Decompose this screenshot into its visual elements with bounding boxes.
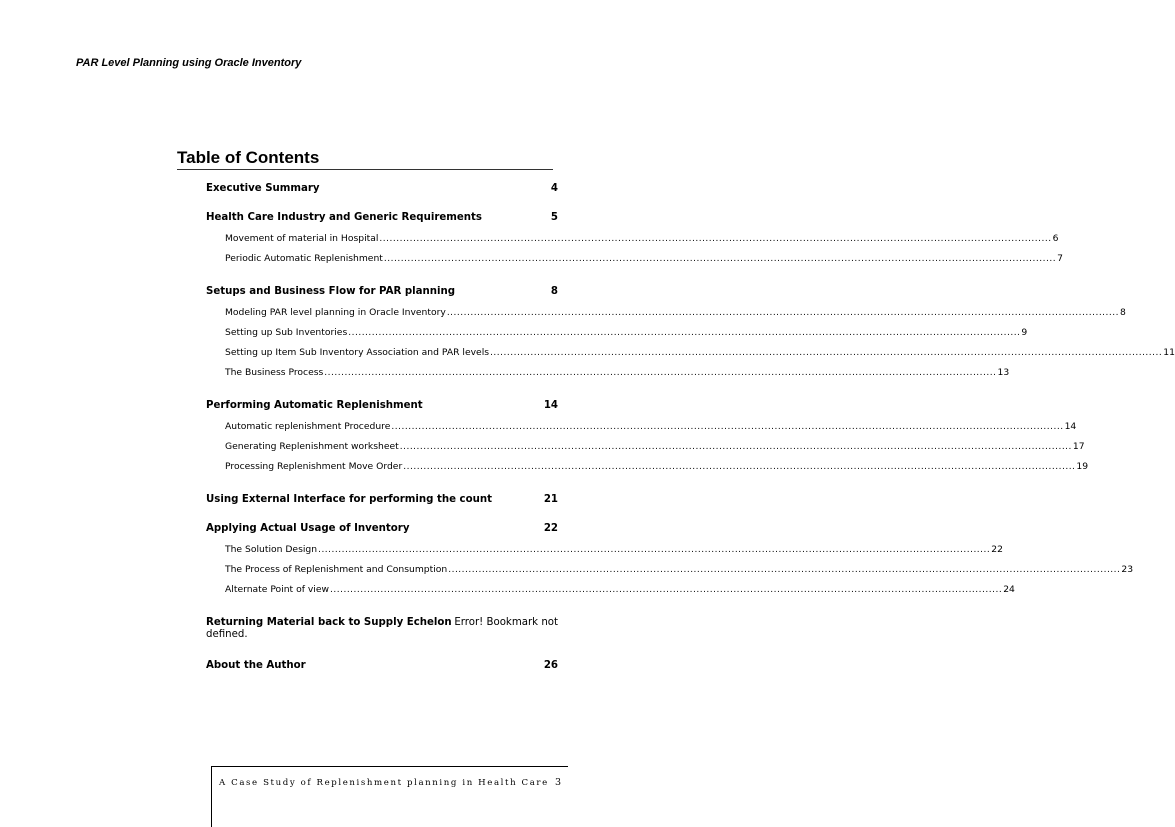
toc-subsection-row[interactable]: [225, 584, 1015, 604]
toc-page-number: 17: [1072, 441, 1085, 452]
toc-section-row[interactable]: [206, 400, 558, 416]
dot-leader: ........................................................................................................................................................................................................: [446, 308, 1119, 318]
toc-section-row[interactable]: [206, 523, 558, 539]
footer-text: A Case Study of Replenishment planning in Health Care: [219, 778, 549, 788]
toc-page-number: 9: [1021, 327, 1028, 338]
toc-page-number: 23: [1121, 564, 1134, 575]
toc-section-title: Setups and Business Flow for PAR planning: [206, 286, 456, 297]
title-divider: [177, 169, 553, 170]
toc-page-number: 8: [550, 286, 558, 297]
toc-section-last: [206, 660, 558, 676]
dot-leader: ........................................................................................................................................................................................................: [448, 565, 1121, 575]
toc-section-error[interactable]: [206, 617, 558, 641]
toc-section: [206, 212, 1063, 273]
dot-leader: ........................................................................................................................................................................................................: [391, 422, 1064, 432]
toc-subsection-title: Modeling PAR level planning in Oracle Inventory: [225, 307, 446, 318]
toc-page-number: 22: [991, 544, 1003, 555]
toc-subsection-title: The Solution Design: [225, 544, 318, 555]
toc-section: [206, 183, 558, 199]
toc-page-number: 13: [997, 367, 1010, 378]
document-header: PAR Level Planning using Oracle Inventory: [76, 57, 302, 69]
toc-page-number: 11: [1163, 347, 1175, 358]
toc-subsection-title: Movement of material in Hospital: [225, 233, 379, 244]
toc-section-title: Returning Material back to Supply Echelon: [206, 617, 452, 628]
dot-leader: ........................................................................................................................................................................................................: [403, 462, 1076, 472]
toc-subsection-row[interactable]: [225, 441, 1085, 461]
toc-subsection-title: Alternate Point of view: [225, 584, 330, 595]
dot-leader: ........................................................................................................................................................................................................: [330, 585, 1003, 595]
toc-section-title: Using External Interface for performing the count: [206, 494, 492, 505]
toc-subsection-title: Periodic Automatic Replenishment: [225, 253, 383, 264]
toc-page-number: 22: [543, 523, 558, 534]
toc-page-number: 14: [543, 400, 558, 411]
toc-title: Table of Contents: [177, 148, 320, 167]
toc-section-title: About the Author: [206, 660, 306, 671]
toc-subsection-row[interactable]: [225, 367, 1010, 387]
toc-section: [206, 523, 1134, 604]
toc-subsection-title: Generating Replenishment worksheet: [225, 441, 399, 452]
toc-page-number: 21: [543, 494, 558, 505]
toc-subsection-title: Setting up Item Sub Inventory Association and PAR levels: [225, 347, 490, 358]
dot-leader: ........................................................................................................................................................................................................: [348, 328, 1021, 338]
bookmark-error-note: Error! Bookmark not: [454, 617, 558, 628]
toc-section: [206, 494, 558, 510]
dot-leader: ........................................................................................................................................................................................................: [490, 348, 1163, 358]
toc-page-number: 5: [550, 212, 558, 223]
toc-subsection-row[interactable]: [225, 307, 1126, 327]
toc-page-number: 19: [1076, 461, 1089, 472]
toc-page-number: 4: [550, 183, 558, 194]
toc-page-number: 7: [1057, 253, 1063, 264]
toc-section-row[interactable]: [206, 212, 558, 228]
toc-section-title: Applying Actual Usage of Inventory: [206, 523, 410, 534]
toc-section-title: Executive Summary: [206, 183, 320, 194]
footer-frame: [211, 766, 568, 827]
toc-subsection-row[interactable]: [225, 421, 1077, 441]
toc-subsection-row[interactable]: [225, 327, 1028, 347]
dot-leader: ........................................................................................................................................................................................................: [399, 442, 1072, 452]
toc-subsection-title: The Business Process: [225, 367, 324, 378]
footer-page-number: 3: [555, 777, 562, 788]
toc-page-number: 26: [543, 660, 558, 671]
toc-subsection-row[interactable]: [225, 347, 1175, 367]
toc-subsection-row[interactable]: [225, 564, 1134, 584]
toc-section-row[interactable]: [206, 183, 558, 199]
toc-subsection-title: Setting up Sub Inventories: [225, 327, 348, 338]
toc-section-title: Health Care Industry and Generic Requirements: [206, 212, 482, 223]
toc-page-number: 24: [1003, 584, 1015, 595]
toc-section: [206, 400, 1089, 481]
toc-subsection-row[interactable]: [225, 461, 1089, 481]
dot-leader: ........................................................................................................................................................................................................: [379, 234, 1052, 244]
bookmark-error-note-cont: defined.: [206, 629, 248, 640]
toc-subsection-row[interactable]: [225, 544, 1003, 564]
toc-page-number: 8: [1119, 307, 1126, 318]
toc-subsection-title: The Process of Replenishment and Consumption: [225, 564, 448, 575]
toc-section-title: Performing Automatic Replenishment: [206, 400, 423, 411]
toc-section-row[interactable]: [206, 660, 558, 676]
dot-leader: ........................................................................................................................................................................................................: [318, 545, 991, 555]
toc-subsection-row[interactable]: [225, 253, 1063, 273]
toc-subsection-title: Processing Replenishment Move Order: [225, 461, 403, 472]
toc-page-number: 6: [1052, 233, 1059, 244]
toc-page-number: 14: [1064, 421, 1077, 432]
toc-section-row[interactable]: [206, 494, 558, 510]
toc-section-row[interactable]: [206, 286, 558, 302]
table-of-contents: [206, 183, 1175, 689]
toc-subsection-row[interactable]: [225, 233, 1059, 253]
dot-leader: ........................................................................................................................................................................................................: [324, 368, 997, 378]
dot-leader: ........................................................................................................................................................................................................: [383, 254, 1057, 264]
toc-subsection-title: Automatic replenishment Procedure: [225, 421, 391, 432]
toc-section: [206, 286, 1175, 387]
